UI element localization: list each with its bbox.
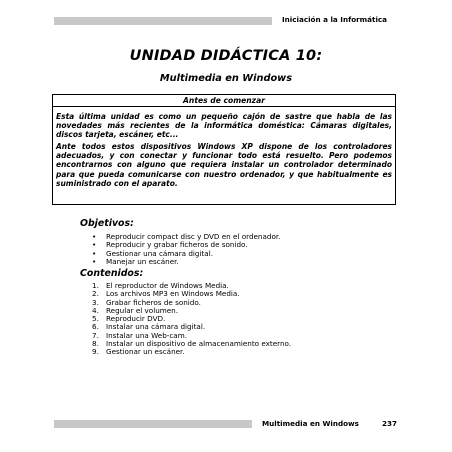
contenido-text: Reproducir DVD. (106, 314, 166, 324)
bullet-icon: • (92, 232, 97, 241)
header-bar (54, 17, 272, 25)
contenido-text: Regular el volumen. (106, 305, 179, 315)
item-number: 1. (92, 281, 99, 290)
header-running-title: Iniciación a la Informática (282, 15, 388, 24)
objetivo-text: Manejar un escáner. (106, 256, 179, 266)
objetivo-text: Reproducir y grabar ficheros de sonido. (106, 240, 248, 250)
item-number: 3. (92, 297, 99, 307)
objetivo-text: Gestionar una cámara digital. (106, 248, 213, 258)
bullet-icon: • (92, 240, 97, 250)
page-subtitle: Multimedia en Windows (159, 73, 293, 84)
item-number: 7. (92, 330, 99, 340)
objetivo-text: Reproducir compact disc y DVD en el ordenador. (106, 232, 281, 241)
page-number: 237 (382, 419, 398, 428)
objetivos-title: Objetivos: (80, 218, 134, 229)
contenido-text: Instalar un dispositivo de almacenamiento externo. (106, 339, 292, 349)
contenido-text: Los archivos MP3 en Windows Media. (106, 289, 240, 299)
contenido-text: El reproductor de Windows Media. (106, 281, 229, 290)
contenido-text: Gestionar un escáner. (106, 347, 185, 357)
intro-heading: Antes de comenzar (53, 95, 395, 107)
contenidos-title: Contenidos: (80, 268, 144, 279)
intro-paragraph-1: Esta última unidad es como un pequeño cajón de sastre que habla de las novedades más recientes de la informática doméstica: Cámaras digitales, discos tarjeta, escáner, etc... (56, 112, 392, 140)
contenido-text: Grabar ficheros de sonido. (106, 297, 201, 307)
item-number: 2. (92, 289, 99, 299)
intro-paragraph-2: Ante todos estos dispositivos Windows XP dispone de los controladores adecuados, y con conectar y funcionar todo está resuelto. Pero podemos encontrarnos con alguno que requiera instalar un controlador determinado para que pueda comunicarse con nuestro ordenador, y que habitualmente es suministrado con el aparato. (56, 142, 392, 188)
bullet-icon: • (92, 248, 97, 258)
item-number: 9. (92, 347, 99, 357)
page-title: UNIDAD DIDÁCTICA 10: (129, 48, 323, 64)
contenidos-list (92, 282, 291, 357)
footer-running-title: Multimedia en Windows (262, 419, 359, 428)
objetivos-list (92, 233, 280, 266)
item-number: 5. (92, 314, 99, 324)
item-number: 4. (92, 305, 99, 315)
footer-bar (54, 420, 252, 428)
bullet-icon: • (92, 256, 97, 266)
item-number: 6. (92, 322, 99, 332)
contenido-text: Instalar una cámara digital. (106, 322, 206, 332)
item-number: 8. (92, 339, 99, 349)
list-item (92, 258, 280, 266)
contenido-text: Instalar una Web-cam. (106, 330, 187, 340)
list-item (92, 348, 291, 356)
